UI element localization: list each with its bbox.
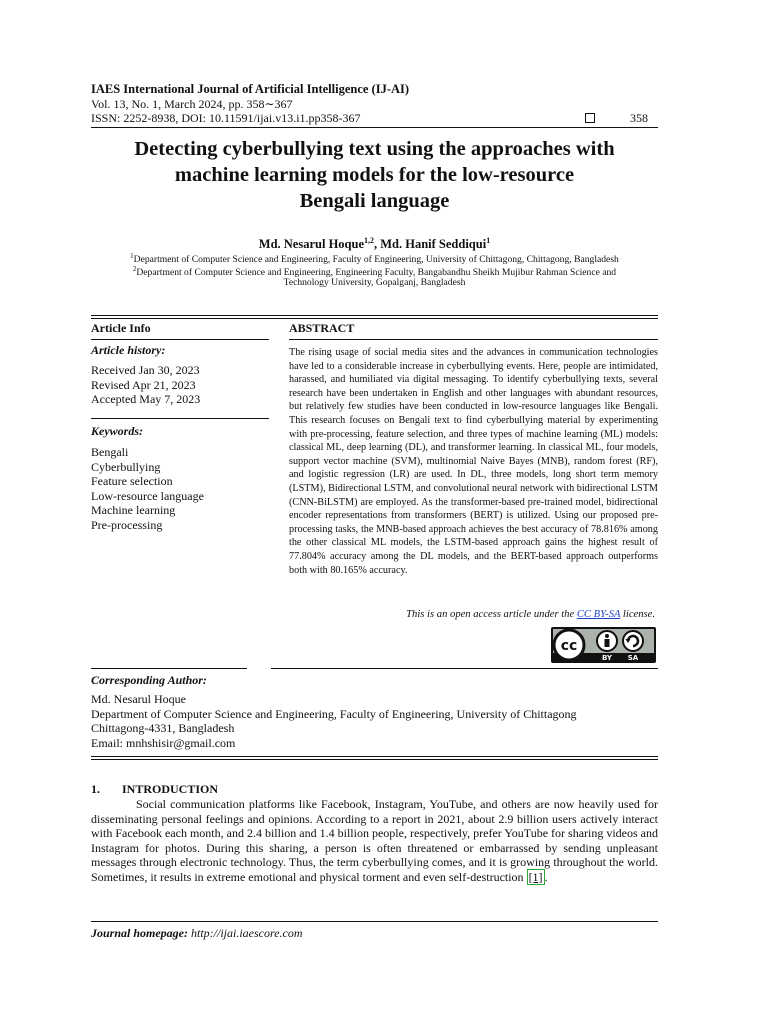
affil-text: Department of Computer Science and Engineering, Engineering Faculty, Bangabandhu Sheikh Mujibur Rahman Science and	[136, 267, 617, 279]
affil-text: Department of Computer Science and Engineering, Faculty of Engineering, University of Chittagong, Chittagong, Bangladesh	[133, 254, 619, 266]
abstract-rule	[289, 339, 658, 340]
volume-info: Vol. 13, No. 1, March 2024, pp. 358∼367	[91, 97, 293, 111]
author-name: Md. Hanif Seddiqui	[380, 237, 487, 252]
cc-by-sa-badge[interactable]	[551, 627, 656, 663]
keyword: Low-resource language	[91, 488, 204, 503]
affil-mark: 1	[130, 252, 134, 260]
history-item: Received Jan 30, 2023	[91, 363, 200, 377]
intro-text-end: .	[544, 869, 548, 884]
section-rule	[91, 759, 658, 760]
corresponding-heading: Corresponding Author:	[91, 673, 207, 687]
abstract-body: The rising usage of social media sites and the advances in communication technologies have led to a considerable increase in cyberbullying events. Here, people are intimidated, harassed, and humiliated via digital messaging. To identify cyberbullying texts, several research have been undertaken in English and other languages with abundant resources, but relatively few studies have been conducted in low-resource languages like Bengali. This research focuses on Bengali text to find cyberbullying material by experimenting with pre-processing, feature selection, and three types of machine learning (ML) models: classical ML, deep learning (DL), and transformer learning. In classical ML, four models, support vector machine (SVM), multinomial Naive Bayes (MNB), random forest (RF), and logistic regression (LR) are used. In DL, three models, long short term memory (LSTM), Bidirectional LSTM, and convolutional neural network with bidirectional LSTM (CNN-BiLSTM) are employed. As the transformer-based pre-trained model, bidirectional encoder representations from transformers (BERT) is utilized. Using our proposed pre-processing tasks, the MNB-based approach achieves the best accuracy of 78.816% among the other classical ML models, the LSTM-based approach gains the highest result of 77.804% accuracy among the DL models, and the BERT-based approach outperforms both with 80.165% accuracy.	[289, 347, 658, 576]
corr-rule	[271, 668, 658, 669]
affil-mark: 2	[132, 265, 137, 273]
section-rule	[91, 756, 658, 757]
license-text: license.	[620, 609, 655, 620]
history-heading: Article history:	[91, 343, 166, 357]
corr-email: Email: mnhshisir@gmail.com	[91, 735, 236, 750]
section-rule	[91, 315, 658, 316]
title-line: Detecting cyberbullying text using the approaches with	[134, 138, 615, 160]
keyword: Machine learning	[91, 503, 176, 518]
info-rule	[91, 339, 269, 340]
journal-name: IAES International Journal of Artificial Intelligence (IJ-AI)	[91, 82, 410, 96]
article-info-heading: Article Info	[91, 321, 151, 335]
history-item: Revised Apr 21, 2023	[91, 377, 196, 392]
badge-by-text: BY	[601, 654, 613, 662]
title-line: Bengali language	[299, 190, 450, 212]
corresponding-details	[91, 692, 577, 750]
journal-homepage-link[interactable]: http://ijai.iaescore.com	[191, 926, 303, 940]
license-note	[289, 609, 655, 620]
keyword: Feature selection	[91, 474, 173, 489]
paper-title	[91, 136, 658, 214]
keywords-heading: Keywords:	[91, 424, 143, 438]
cc-by-sa-link[interactable]: CC BY-SA	[576, 609, 621, 620]
info-rule	[91, 418, 269, 419]
keyword: Bengali	[91, 445, 129, 459]
badge-cc-text: cc	[560, 638, 578, 654]
keyword: Pre-processing	[91, 517, 163, 532]
section-title: INTRODUCTION	[122, 782, 219, 796]
title-line: machine learning models for the low-resource	[174, 164, 575, 186]
square-icon	[585, 113, 595, 123]
section-rule	[91, 318, 658, 319]
corr-line: Chittagong-4331, Bangladesh	[91, 721, 235, 736]
keywords-list	[91, 445, 204, 533]
corr-rule	[91, 668, 247, 669]
footer-rule	[91, 921, 658, 922]
author-affil-mark: 1,2	[364, 236, 374, 245]
journal-footer	[91, 926, 303, 941]
history-item: Accepted May 7, 2023	[91, 392, 201, 407]
badge-sa-text: SA	[627, 654, 639, 662]
license-text: This is an open access article under the	[406, 609, 577, 620]
affiliation-2-cont: Technology University, Gopalganj, Bangladesh	[283, 277, 466, 288]
section-number: 1.	[91, 782, 100, 796]
corr-line: Department of Computer Science and Engineering, Faculty of Engineering, University of Chittagong	[91, 706, 577, 721]
abstract-heading: ABSTRACT	[289, 321, 355, 335]
author-separator: ,	[374, 237, 381, 252]
intro-text: Social communication platforms like Facebook, Instagram, YouTube, and others are now heavily used for disseminating personal feelings and opinions. According to a report in 2021, about 2.9 billion users actively interact with Facebook each month, and 2.4 billion and 1.4 billion people, respectively, prefer YouTube for sharing videos and Instagram for photos. During this sharing, a person is often threatened or embarrassed by sending unpleasant messages through electronic technology. Thus, the term cyberbullying comes, and it is growing throughout the world. Sometimes, it results in extreme emotional and physical torment and even self-destruction	[91, 797, 659, 884]
author-name: Md. Nesarul Hoque	[258, 237, 364, 252]
citation-link[interactable]: [1]	[528, 869, 543, 884]
intro-heading	[91, 782, 218, 797]
author-affil-mark: 1	[486, 236, 491, 245]
header-rule	[91, 127, 658, 128]
page-number: 358	[630, 111, 648, 125]
corr-line: Md. Nesarul Hoque	[91, 692, 186, 706]
issn-doi: ISSN: 2252-8938, DOI: 10.11591/ijai.v13.i1.pp358-367	[91, 111, 361, 125]
cc-badge-icon	[551, 627, 656, 663]
keyword: Cyberbullying	[91, 459, 161, 474]
history-list	[91, 363, 200, 407]
intro-paragraph	[91, 797, 658, 885]
footer-label: Journal homepage:	[91, 926, 189, 940]
